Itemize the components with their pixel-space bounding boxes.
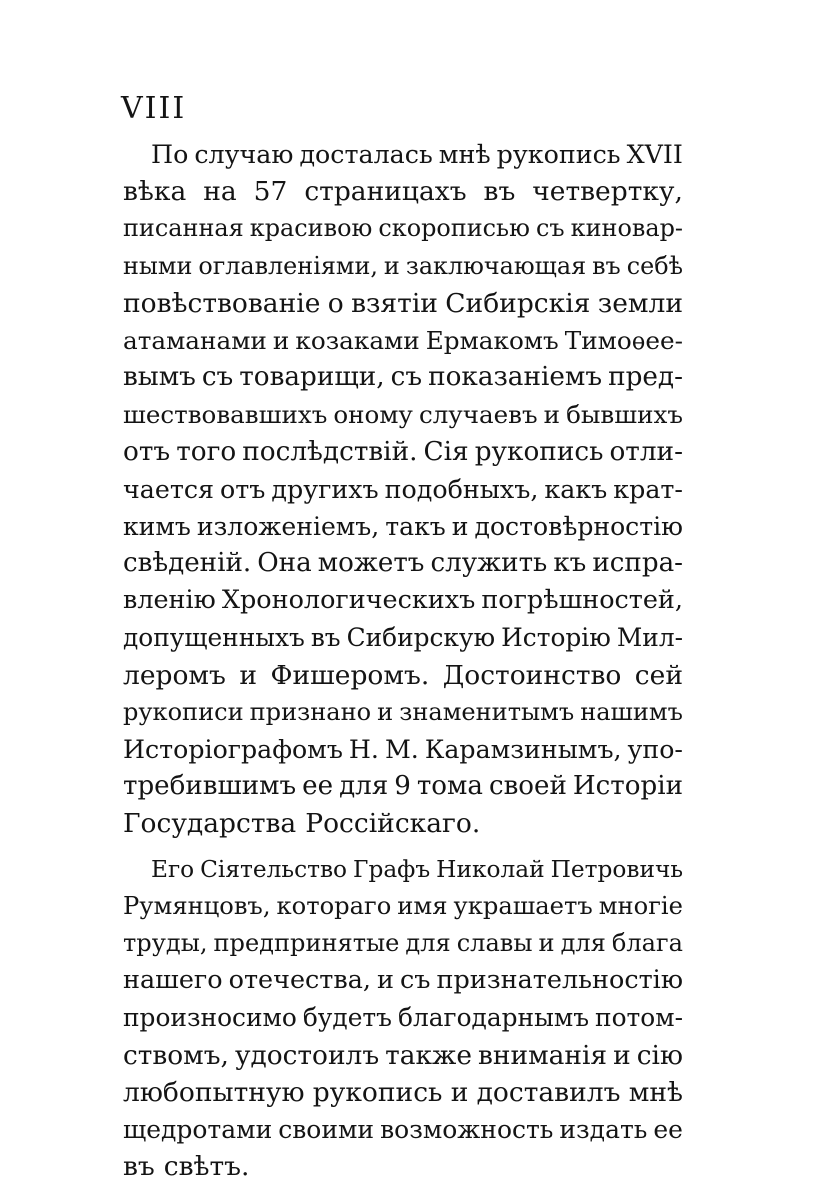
text-line: кимъ изложеніемъ, такъ и достовѣрностію — [123, 511, 683, 541]
text-line: нашего отечества, и съ признательностію — [123, 965, 683, 996]
text-line: Государства Россійскаго. — [123, 808, 481, 840]
body-text — [123, 136, 683, 1185]
page-number: VIII — [121, 91, 187, 126]
text-line: шествовавшихъ оному случаевъ и бывшихъ — [123, 400, 683, 430]
text-line: вленію Хронологическихъ погрѣшностей, — [123, 585, 683, 616]
text-line: рукописи признано и знаменитымъ нашимъ — [123, 697, 683, 726]
text-line: щедротами своими возможность издать ее — [123, 1114, 683, 1144]
text-line: Его Сіятельство Графъ Николай Петровичь — [151, 855, 683, 883]
text-line: леромъ и Фишеромъ. Достоинство сей — [123, 659, 683, 691]
text-line: ными оглавленіями, и заключающая въ себѣ — [123, 251, 683, 280]
text-line: Исторіографомъ Н. М. Карамзинымъ, упо- — [123, 735, 683, 764]
text-line: Румянцовъ, котораго имя украшаетъ многіе — [123, 891, 683, 920]
paragraph — [123, 136, 683, 843]
text-line: въ свѣтъ. — [123, 1151, 250, 1183]
text-line: чается отъ другихъ подобныхъ, какъ крат- — [123, 473, 683, 504]
text-line: любопытную рукопись и доставилъ мнѣ — [123, 1076, 683, 1108]
text-line: вымъ съ товарищи, съ показаніемъ пред- — [123, 362, 683, 393]
text-line: вѣка на 57 страницахъ въ четвертку, — [123, 176, 683, 208]
text-line: атаманами и козаками Ермакомъ Тимоѳее- — [123, 325, 683, 355]
text-line: По случаю досталась мнѣ рукопись XVII — [151, 139, 683, 169]
text-line: требившимъ ее для 9 тома своей Исторіи — [123, 771, 683, 802]
text-line: повѣствованіе о взятіи Сибирскія земли — [123, 287, 683, 319]
text-line: труды, предпринятые для славы и для блага — [123, 928, 683, 957]
text-line: допущенныхъ въ Сибирскую Исторію Мил- — [123, 623, 683, 653]
text-line: ствомъ, удостоилъ также вниманія и сію — [123, 1039, 683, 1071]
paragraph — [123, 851, 683, 1186]
text-line: свѣденій. Она можетъ служить къ испра- — [123, 548, 683, 579]
text-line: произносимо будетъ благодарнымъ потом- — [123, 1003, 683, 1033]
text-line: отъ того послѣдствій. Сія рукопись отли- — [123, 436, 683, 467]
text-line: писанная красивою скорописью съ киновар- — [123, 214, 683, 243]
